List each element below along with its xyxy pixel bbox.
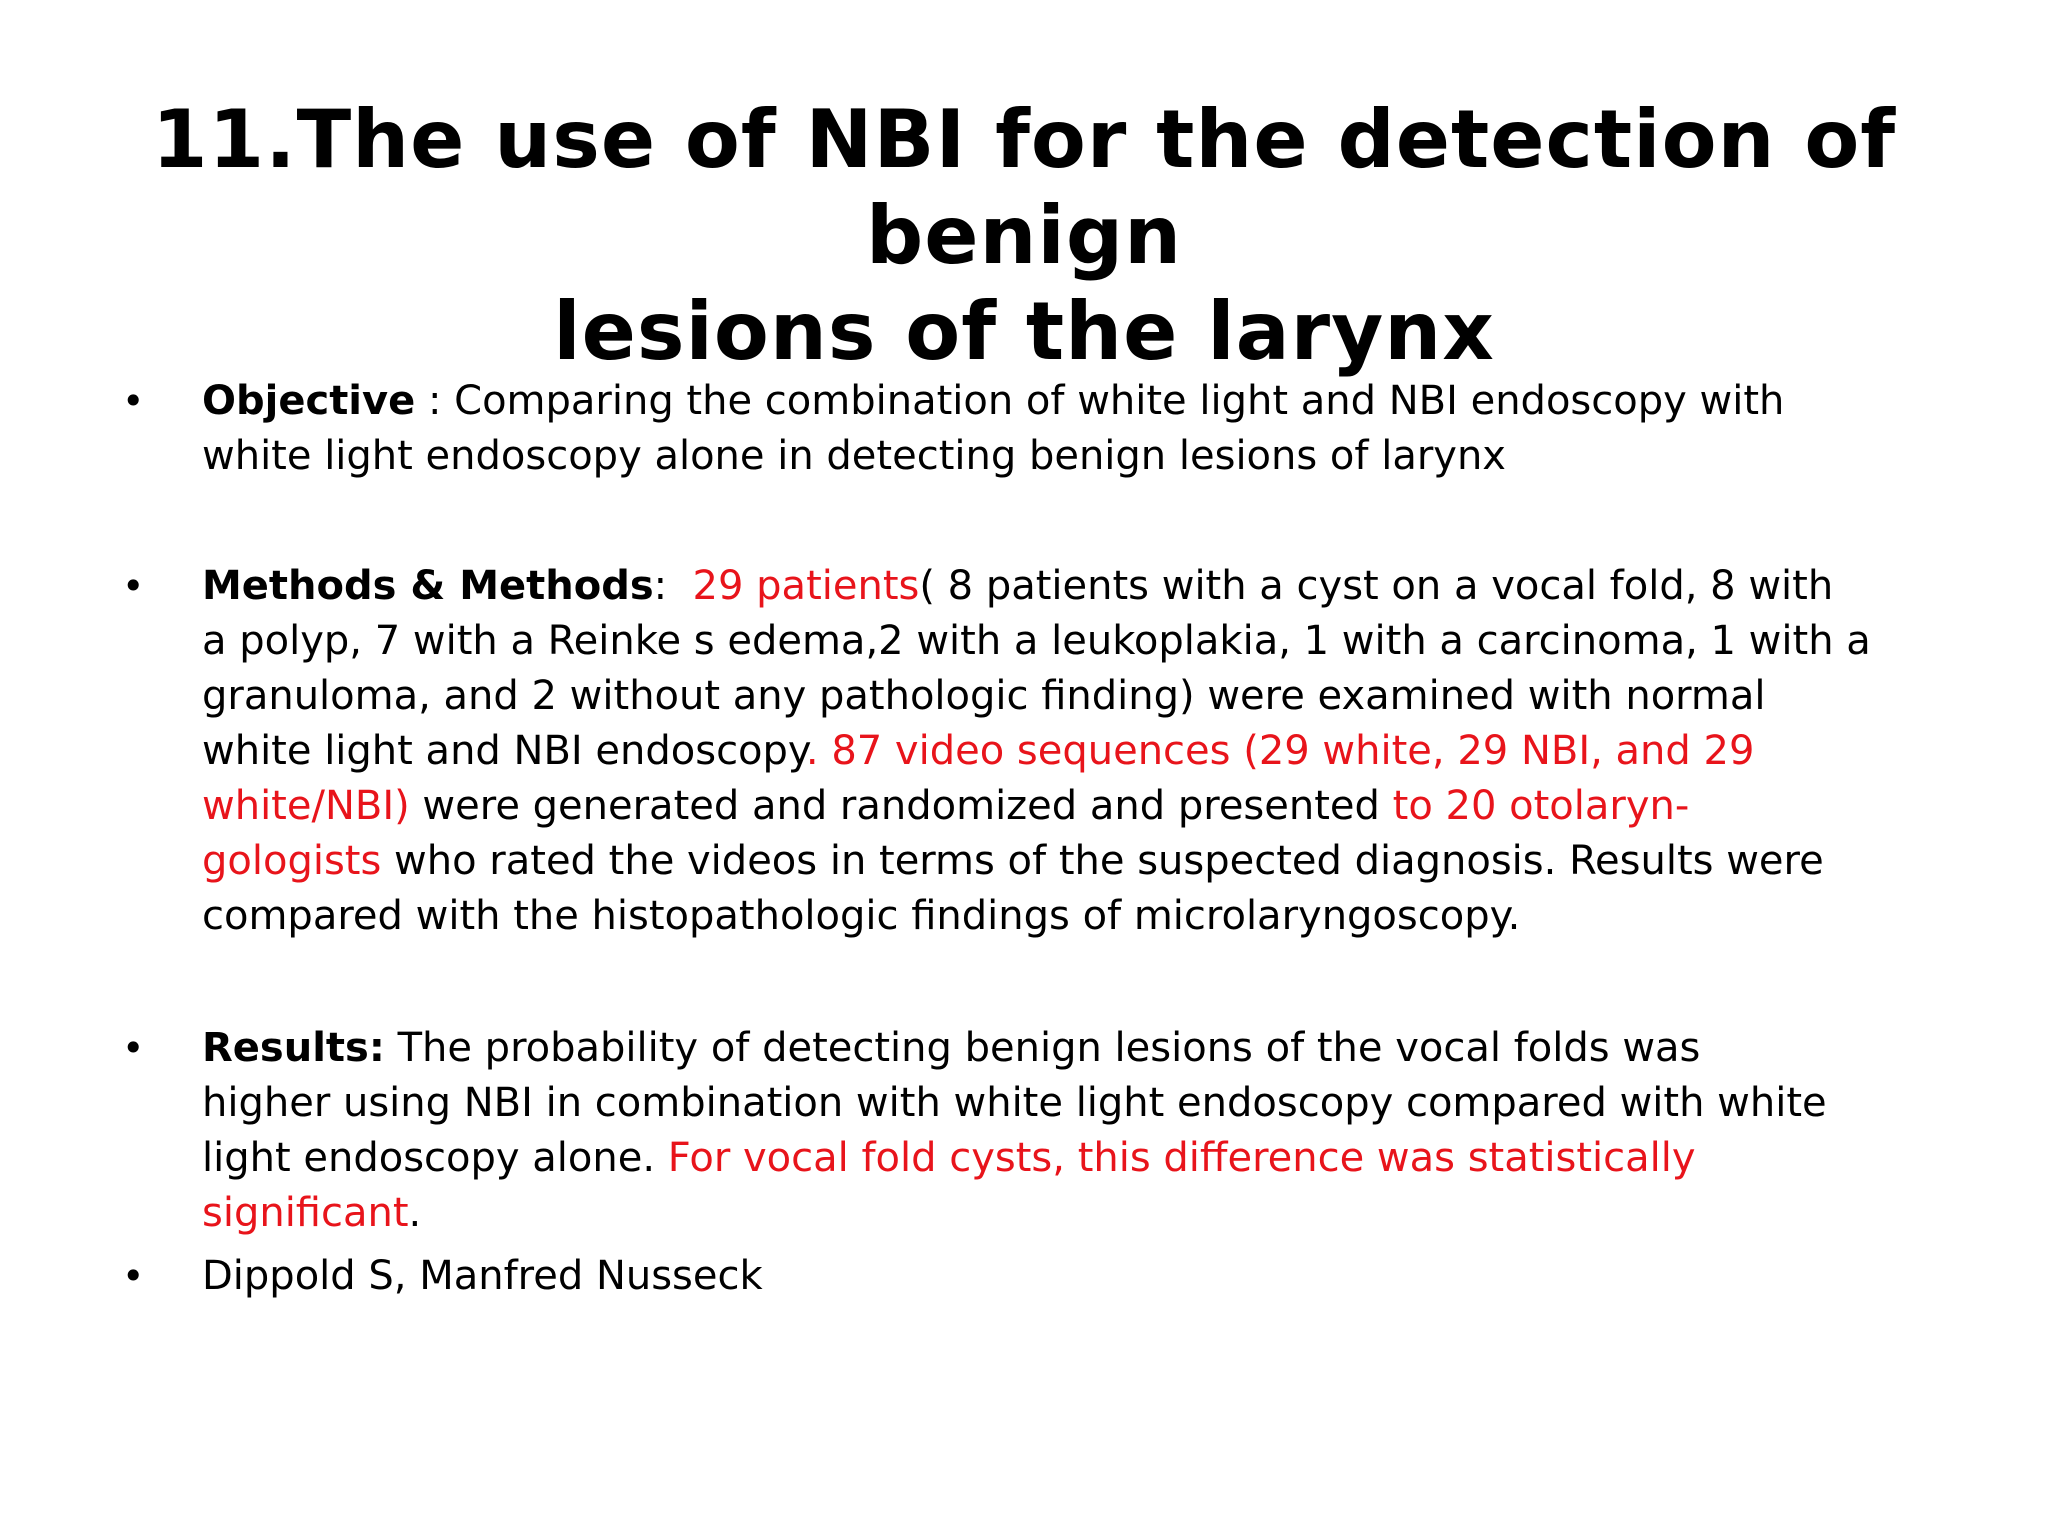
methods-line-3: granuloma, and 2 without any pathologic finding) were examined with normal: [202, 673, 1766, 719]
results-line-3-black: light endoscopy alone.: [202, 1135, 668, 1181]
bullet-dot-icon: •: [122, 379, 145, 423]
methods-video-highlight-cont: white/NBI): [202, 783, 410, 829]
objective-line-1: Comparing the combination of white light and NBI endoscopy with: [454, 378, 1785, 424]
results-period: .: [408, 1190, 422, 1236]
title-line-1: 11.The use of NBI for the detection of benign: [151, 93, 1897, 282]
objective-line-2: white light endoscopy alone in detecting benign lesions of larynx: [202, 433, 1506, 479]
bullet-dot-icon: •: [122, 564, 145, 608]
methods-patients-highlight: 29 patients: [692, 563, 920, 609]
objective-text: [202, 374, 1942, 484]
objective-label: Objective: [202, 378, 416, 424]
results-significance-highlight: For vocal fold cysts, this difference was statistically: [667, 1135, 1696, 1181]
methods-line-6-black: who rated the videos in terms of the suspected diagnosis. Results were: [381, 838, 1824, 884]
methods-text: [202, 559, 1942, 944]
results-significance-highlight-cont: significant: [202, 1190, 409, 1236]
methods-line-5-black: were generated and randomized and presented: [409, 783, 1393, 829]
methods-line-2: a polyp, 7 with a Reinke s edema,2 with a leukoplakia, 1 with a carcinoma, 1 with a: [202, 618, 1871, 664]
methods-otolaryngologists-highlight: to 20 otolaryn-: [1392, 783, 1690, 829]
methods-line-7: compared with the histopathologic findings of microlaryngoscopy.: [202, 893, 1521, 939]
bullet-dot-icon: •: [122, 1026, 145, 1070]
slide-title: [80, 92, 1968, 380]
methods-separator: :: [653, 563, 693, 609]
results-line-1: The probability of detecting benign lesions of the vocal folds was: [384, 1025, 1701, 1071]
methods-video-highlight: . 87 video sequences (29 white, 29 NBI, and 29: [805, 728, 1755, 774]
authors-line: Dippold S, Manfred Nusseck: [202, 1253, 763, 1299]
methods-line-4-black: white light and NBI endoscopy: [202, 728, 806, 774]
title-line-2: lesions of the larynx: [553, 285, 1495, 378]
methods-line-1-rest: ( 8 patients with a cyst on a vocal fold, 8 with: [919, 563, 1834, 609]
authors-text: [202, 1249, 1942, 1304]
results-label: Results:: [202, 1025, 385, 1071]
methods-otolaryngologists-highlight-cont: gologists: [202, 838, 382, 884]
objective-separator: :: [415, 378, 455, 424]
bullet-dot-icon: •: [122, 1254, 145, 1298]
methods-label: Methods & Methods: [202, 563, 654, 609]
results-line-2: higher using NBI in combination with white light endoscopy compared with white: [202, 1080, 1827, 1126]
results-text: [202, 1021, 1942, 1241]
